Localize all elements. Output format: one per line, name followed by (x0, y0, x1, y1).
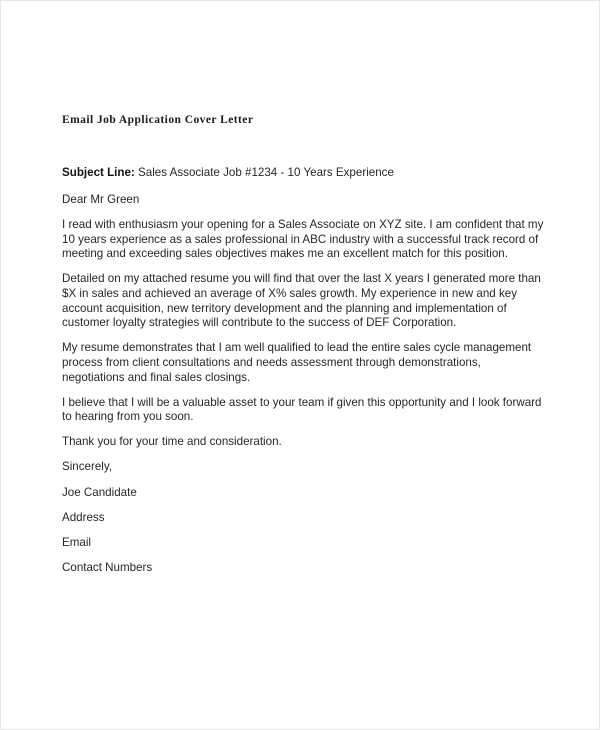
signature-name: Joe Candidate (62, 485, 137, 499)
subject-line (62, 166, 544, 181)
signature-closing: Sincerely, (62, 460, 113, 474)
body-paragraph-4: I believe that I will be a valuable asset to your team if given this opportunity and I look forward to hearing from you soon. (62, 395, 542, 424)
signature-contact-numbers: Contact Numbers (62, 560, 153, 574)
page-title: Email Job Application Cover Letter (62, 114, 254, 126)
signature-email: Email (62, 535, 91, 549)
signature-address: Address (62, 510, 105, 524)
letter-body (62, 166, 544, 575)
body-paragraph-2: Detailed on my attached resume you will find that over the last X years I generated more than $X in sales and achieved an average of X% sales growth. My experience in new and key account acquisition, new territory development and the planning and implementation of customer loyalty strategies will contribute to the success of DEF Corporation. (62, 272, 541, 330)
subject-line-label: Subject Line: (62, 166, 135, 179)
thank-you-line: Thank you for your time and consideration. (62, 435, 282, 449)
subject-line-value: Sales Associate Job #1234 - 10 Years Experience (138, 166, 394, 179)
body-paragraph-3: My resume demonstrates that I am well qualified to lead the entire sales cycle management process from client consultations and needs assessment through demonstrations, negotiations and final sales closings. (62, 341, 532, 384)
body-paragraph-1: I read with enthusiasm your opening for a Sales Associate on XYZ site. I am confident that my 10 years experience as a sales professional in ABC industry with a successful track record of meeting and exceeding sales objectives makes me an excellent match for this position. (62, 218, 544, 261)
salutation: Dear Mr Green (62, 192, 140, 206)
